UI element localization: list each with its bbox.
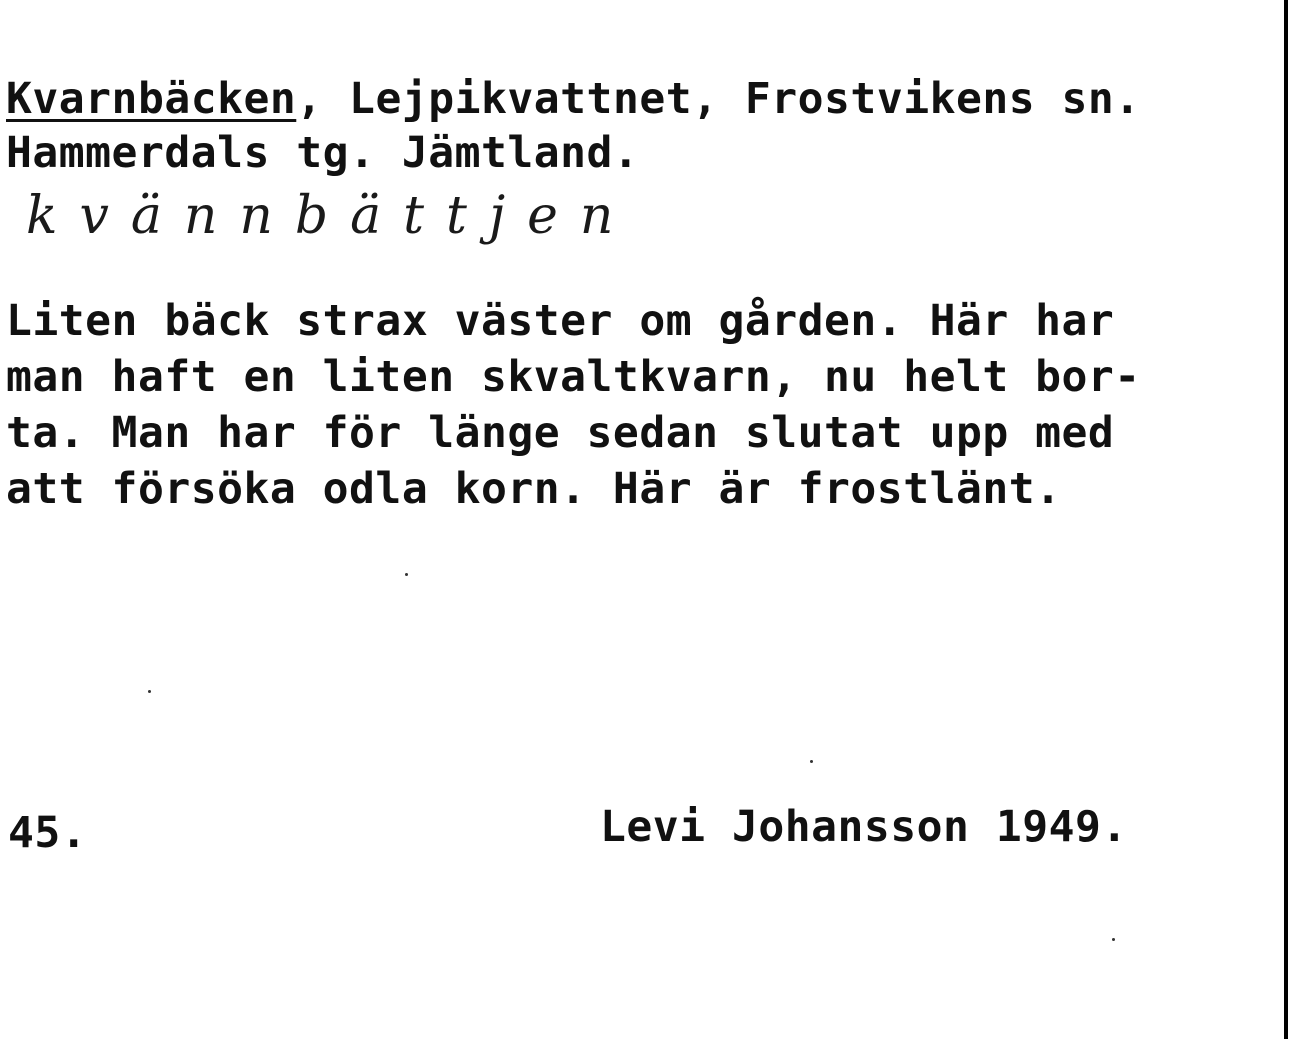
description xyxy=(6,296,1281,524)
scan-speck xyxy=(810,760,813,763)
description-line: Liten bäck strax väster om gården. Här har xyxy=(6,296,1115,346)
card-number: 45. xyxy=(8,808,88,858)
description-line: att försöka odla korn. Här är frostlänt. xyxy=(6,464,1062,514)
header-line-2: Hammerdals tg. Jämtland. xyxy=(6,128,640,178)
card-edge-line xyxy=(1284,0,1288,1039)
header-line-1 xyxy=(6,74,1141,124)
scan-speck xyxy=(1112,938,1115,941)
phonetic-transcription: kvännbättjen xyxy=(26,186,636,246)
place-name: Kvarnbäcken xyxy=(6,74,297,124)
scan-speck xyxy=(405,573,408,576)
description-line: ta. Man har för länge sedan slutat upp med xyxy=(6,408,1115,458)
description-line: man haft en liten skvaltkvarn, nu helt bor- xyxy=(6,352,1141,402)
header-location: , Lejpikvattnet, Frostvikens sn. xyxy=(296,74,1141,124)
scan-speck xyxy=(148,690,151,693)
signature: Levi Johansson 1949. xyxy=(600,802,1128,852)
